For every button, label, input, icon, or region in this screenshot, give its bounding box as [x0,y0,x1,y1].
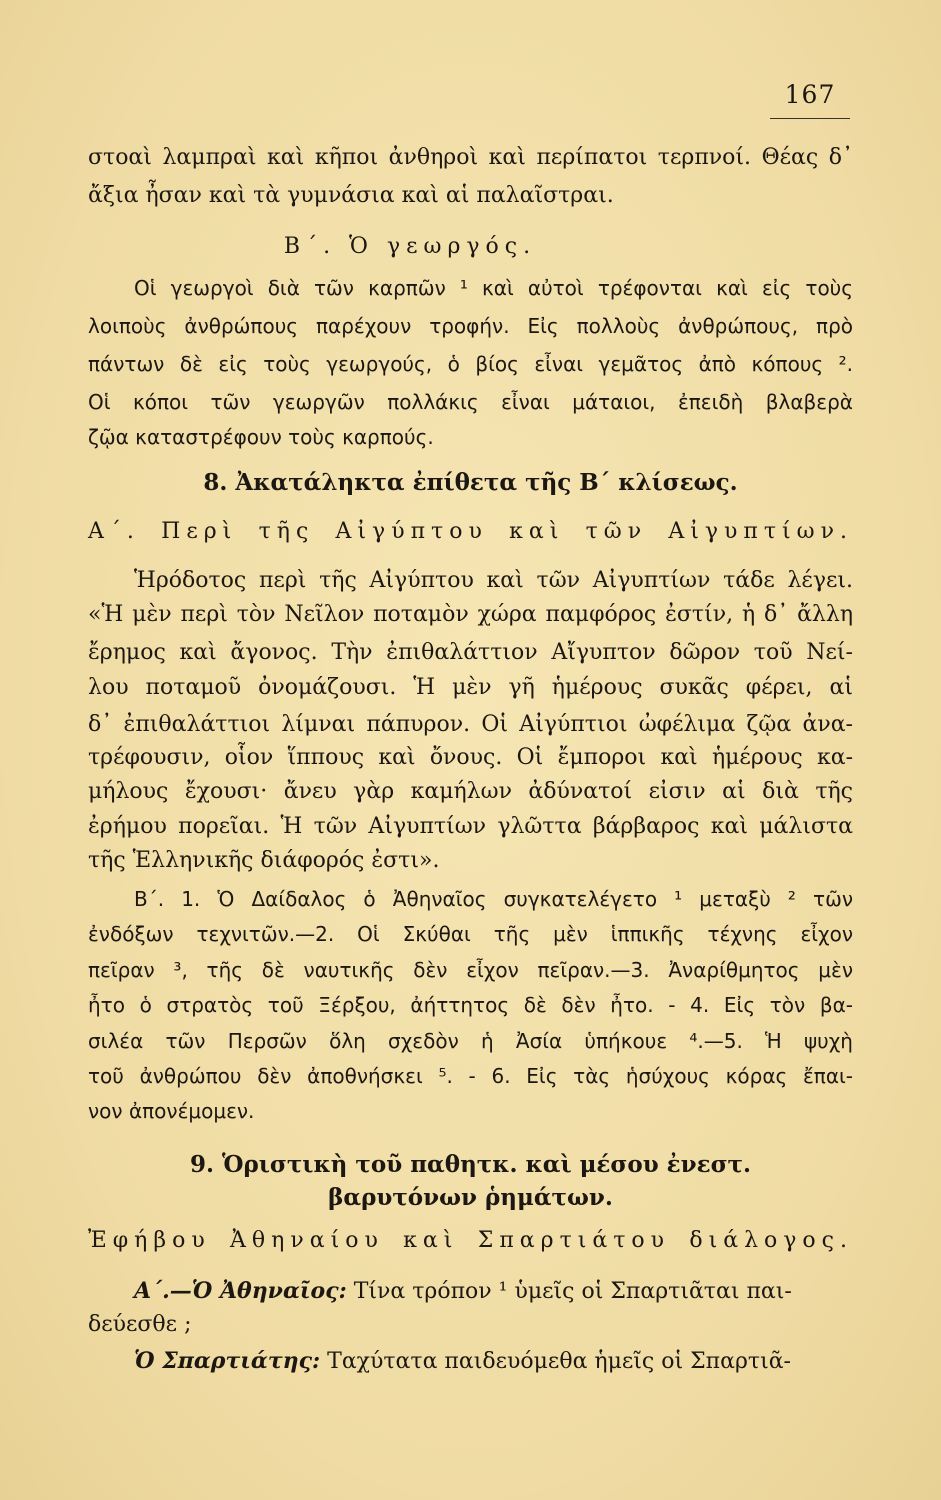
text-line: πάντων δὲ εἰς τοὺς γεωργούς, ὁ βίος εἶναι γεμᾶτος ἀπὸ κόπους ². [88,352,853,376]
text-line: δεύεσθε ; [88,1312,192,1337]
chapter-heading-cont: βαρυτόνων ῥημάτων. [328,1184,613,1211]
text-line: ἔρημος καὶ ἄγονος. Τὴν ἐπιθαλάττιον Αἴγυπτον δῶρον τοῦ Νεί- [88,640,853,665]
text-line: Ἡρόδοτος περὶ τῆς Αἰγύπτου καὶ τῶν Αἰγυπτίων τάδε λέγει. [134,568,853,593]
chapter-heading: 9. Ὁριστικὴ τοῦ παθητκ. καὶ μέσου ἐνεστ. [189,1151,752,1178]
section-heading: Α΄. Περὶ τῆς Αἰγύπτου καὶ τῶν Αἰγυπτίων. [88,519,853,544]
text-line: Οἱ γεωργοὶ διὰ τῶν καρπῶν ¹ καὶ αὐτοὶ τρέφονται καὶ εἰς τοὺς [134,276,853,300]
text-line: νον ἀπονέμομεν. [88,1099,255,1123]
text-line: λοιποὺς ἀνθρώπους παρέχουν τροφήν. Εἰς πολλοὺς ἀνθρώπους, πρὸ [88,314,853,338]
dialogue-line [88,1346,853,1377]
text-line: ζῷα καταστρέφουν τοὺς καρπούς. [88,425,434,449]
text-line: μήλους ἔχουσι· ἄνευ γὰρ καμήλων ἀδύνατοί εἰσιν αἱ διὰ τῆς [88,779,853,804]
page-number-rule [770,118,850,119]
text-line: σιλέα τῶν Περσῶν ὅλη σχεδὸν ἡ Ἀσία ὑπήκουε ⁴.—5. Ἡ ψυχὴ [88,1029,853,1053]
text-line: τῆς Ἑλληνικῆς διάφορός ἐστι». [88,848,440,873]
text-line: πεῖραν ³, τῆς δὲ ναυτικῆς δὲν εἶχον πεῖραν.—3. Ἀναρίθμητος μὲν [88,958,853,982]
text-line: ἦτο ὁ στρατὸς τοῦ Ξέρξου, ἀήττητος δὲ δὲν ἦτο. - 4. Εἰς τὸν βα- [88,993,853,1017]
dialogue-text: Τίνα τρόπον ¹ ὑμεῖς οἱ Σπαρτιᾶται παι- [353,1279,792,1304]
text-line: ἐρήμου πορεῖαι. Ἡ τῶν Αἰγυπτίων γλῶττα βάρβαρος καὶ μάλιστα [88,814,853,839]
text-line: «Ἡ μὲν περὶ τὸν Νεῖλον ποταμὸν χώρα παμφόρος ἐστίν, ἡ δ᾽ ἄλλη [88,602,853,627]
speaker-name: Ὁ Σπαρτιάτης: [134,1348,321,1374]
text-line: Οἱ κόποι τῶν γεωργῶν πολλάκις εἶναι μάταιοι, ἐπειδὴ βλαβερὰ [88,390,853,414]
text-line: στοαὶ λαμπραὶ καὶ κῆποι ἀνθηροὶ καὶ περίπατοι τερπνοί. Θέας δ᾽ [88,145,853,170]
text-line: Β΄. 1. Ὁ Δαίδαλος ὁ Ἀθηναῖος συγκατελέγετο ¹ μεταξὺ ² τῶν [134,887,853,911]
chapter-heading: 8. Ἀκατάληκτα ἐπίθετα τῆς Β΄ κλίσεως. [203,469,738,496]
dialogue-line [88,1276,853,1307]
text-line: ἐνδόξων τεχνιτῶν.—2. Οἱ Σκύθαι τῆς μὲν ἱππικῆς τέχνης εἶχον [88,922,853,946]
text-line: τοῦ ἀνθρώπου δὲν ἀποθνήσκει ⁵. - 6. Εἰς τὰς ἡσύχους κόρας ἔπαι- [88,1064,853,1088]
dialogue-title: Ἐφήβου Ἀθηναίου καὶ Σπαρτιάτου διάλογος. [88,1228,853,1253]
text-line: τρέφουσιν, οἷον ἵππους καὶ ὄνους. Οἱ ἔμποροι καὶ ἡμέρους κα- [88,745,853,770]
dialogue-text: Ταχύτατα παιδευόμεθα ἡμεῖς οἱ Σπαρτιᾶ- [327,1349,791,1374]
text-line: δ᾽ ἐπιθαλάττιοι λίμναι πάπυρον. Οἱ Αἰγύπτιοι ὠφέλιμα ζῷα ἀνα- [88,712,853,737]
text-line: λου ποταμοῦ ὀνομάζουσι. Ἡ μὲν γῆ ἡμέρους συκᾶς φέρει, αἱ [88,675,853,700]
text-line: ἄξια ἦσαν καὶ τὰ γυμνάσια καὶ αἱ παλαῖστραι. [88,183,614,208]
speaker-name: Α΄.—Ὁ Ἀθηναῖος: [134,1278,347,1304]
section-heading: Β΄. Ὁ γεωργός. [283,234,537,259]
page-number: 167 [784,80,836,109]
